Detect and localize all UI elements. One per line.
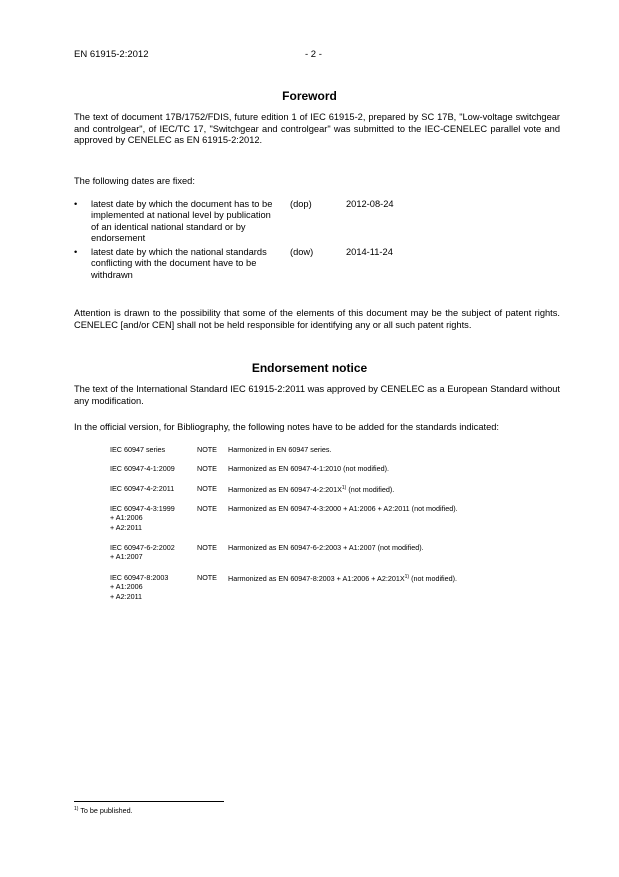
note-standard: IEC 60947-6-2:2002 + A1:2007: [110, 543, 175, 562]
dow-code: (dow): [290, 247, 314, 257]
note-standard: IEC 60947-4-3:1999 + A1:2006 + A2:2011: [110, 504, 175, 532]
footnote-mark: 1): [74, 806, 79, 812]
note-standard: IEC 60947-4-1:2009: [110, 464, 175, 473]
document-id: EN 61915-2:2012: [74, 49, 149, 60]
note-keyword: NOTE: [197, 484, 217, 493]
dop-description: latest date by which the document has to be implemented at national level by publication of an identical national standard or by endorsement: [91, 199, 273, 244]
foreword-title: Foreword: [282, 89, 337, 103]
note-text: Harmonized as EN $60947-4-2:201X^{1)}$ (not modified).: [228, 485, 395, 494]
note-keyword: NOTE: [197, 464, 217, 473]
page-number: - 2 -: [305, 49, 322, 60]
note-keyword: NOTE: [197, 543, 217, 552]
patent-attention: Attention is drawn to the possibility that some of the elements of this document may be the subject of patent rights. CENELEC [and/or CEN] shall not be held responsible for identifying any or all such patent rights.: [74, 308, 560, 330]
endorsement-title: Endorsement notice: [251, 361, 368, 375]
bullet: •: [74, 199, 78, 209]
note-text: Harmonized as EN 60947-4-3:2000 + A1:2006 + A2:2011 (not modified).: [228, 504, 458, 513]
dop-date: 2012-08-24: [346, 199, 394, 209]
foreword-paragraph: The text of document 17B/1752/FDIS, future edition 1 of IEC 61915-2, prepared by SC 17B, "Low-voltage switchgear and controlgear", of IEC/TC 17, "Switchgear and controlgear" was submitted to the IEC-CENELEC parallel vote and approved by CENELEC as EN 61915-2:2012.: [74, 112, 560, 146]
note-standard: IEC 60947-8:2003 + A1:2006 + A2:2011: [110, 573, 169, 601]
note-text: Harmonized as EN 60947-4-1:2010 (not modified).: [228, 464, 390, 473]
note-keyword: NOTE: [197, 573, 217, 582]
note-standard: IEC 60947-4-2:2011: [110, 484, 175, 493]
footnote-separator: [74, 801, 224, 802]
note-keyword: NOTE: [197, 445, 217, 454]
footnote-ref: 1): [404, 574, 410, 580]
note-keyword: NOTE: [197, 504, 217, 513]
note-text: Harmonized in EN 60947 series.: [228, 445, 332, 454]
footnote-text: To be published.: [80, 806, 133, 815]
dates-intro: The following dates are fixed:: [74, 176, 195, 186]
footnote: [74, 806, 133, 815]
note-standard: IEC 60947 series: [110, 445, 166, 454]
dow-description: latest date by which the national standards conflicting with the document have to be withdrawn: [91, 247, 267, 280]
bullet: •: [74, 247, 78, 257]
footnote-ref: 1): [341, 485, 347, 491]
dow-date: 2014-11-24: [346, 247, 393, 257]
note-text: Harmonized as EN 60947-6-2:2003 + A1:2007 (not modified).: [228, 543, 424, 552]
dop-code: (dop): [290, 199, 312, 209]
note-text: Harmonized as EN 60947-8:2003 + A1:2006 + $A2:201X^{1)}$ (not modified).: [228, 574, 458, 583]
bibliography-paragraph: In the official version, for Bibliography, the following notes have to be added for the standards indicated:: [74, 422, 499, 432]
endorsement-paragraph: The text of the International Standard IEC 61915-2:2011 was approved by CENELEC as a European Standard without any modification.: [74, 384, 560, 406]
